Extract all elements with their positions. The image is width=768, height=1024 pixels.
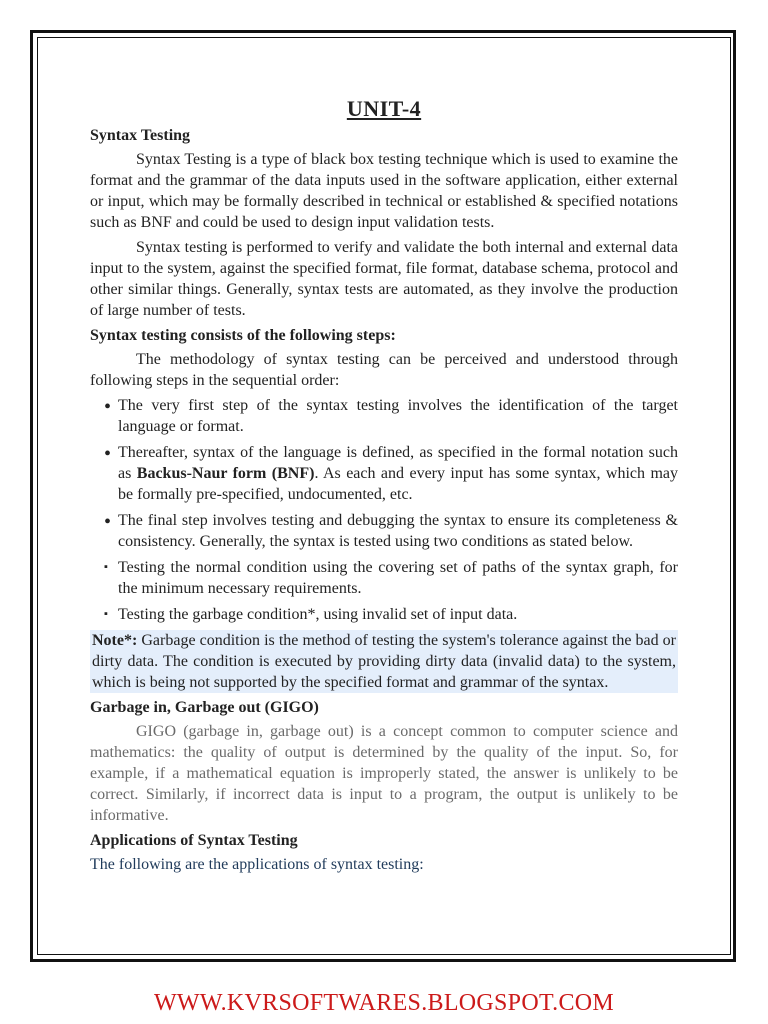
document-content — [90, 98, 678, 875]
text-bnf: Backus-Naur form (BNF) — [136, 465, 315, 482]
bullet-icon: • — [104, 396, 112, 418]
text-segment: Syntax Testing is a type of — [136, 151, 312, 168]
heading-steps: Syntax testing consists of the following steps: — [90, 327, 396, 344]
footer-website-url: WWW.KVRSOFTWARES.BLOGSPOT.COM — [153, 990, 615, 1016]
paragraph-gigo: GIGO (garbage in, garbage out) is a concept common to computer science and mathematics: the quality of output is determined by the quality of the input. So, for example, if a mathematical equation is improperly stated, the answer is unlikely to be correct. Similarly, if incorrect data is input to a program, the output is unlikely to be informative. — [90, 723, 678, 824]
heading-gigo: Garbage in, Garbage out (GIGO) — [90, 699, 319, 716]
page-title: UNIT-4 — [346, 96, 422, 121]
list-item-text: Testing the garbage condition*, using invalid set of input data. — [118, 606, 518, 623]
list-item-text: The very first step of the syntax testing involves the identification of the target language or format. — [118, 397, 678, 435]
text-segment: technique which is used to examine the format and the grammar of the data inputs used in the software application, either external or input, which may be formally described in technical or established & specified notations such as BNF and could be used to design input validation tests. — [90, 151, 678, 231]
heading-syntax-testing: Syntax Testing — [90, 127, 191, 144]
note-label: Note*: — [92, 632, 138, 649]
square-bullet-icon: ▪ — [104, 608, 108, 620]
square-bullet-icon: ▪ — [104, 561, 108, 573]
list-item-text: Thereafter, syntax of the language is defined, as specified in the formal notation such as — [118, 444, 678, 482]
text-black-box-testing: black box testing — [311, 151, 421, 168]
list-item — [90, 395, 678, 437]
steps-list — [90, 395, 678, 625]
list-item — [90, 510, 678, 552]
note-box — [90, 630, 678, 693]
list-item-text: . As each and every input has some syntax, which may be formally pre-specified, undocumented, etc. — [118, 465, 679, 503]
paragraph-syntax-definition — [90, 149, 678, 233]
list-item-text: The final step involves testing and debugging the syntax to ensure its completeness & consistency. Generally, the syntax is tested using two conditions as stated below. — [118, 512, 678, 550]
list-item-text: Testing the normal condition using the covering set of paths of the syntax graph, for the minimum necessary requirements. — [118, 559, 678, 597]
paragraph-applications-intro: The following are the applications of syntax testing: — [90, 856, 424, 873]
paragraph-syntax-purpose: Syntax testing is performed to verify and validate the both internal and external data input to the system, against the specified format, file format, database schema, protocol and other similar things. Generally, syntax tests are automated, as they involve the production of large number of tests. — [90, 239, 678, 319]
heading-applications: Applications of Syntax Testing — [90, 832, 298, 849]
bullet-icon: • — [104, 443, 112, 465]
note-text: Garbage condition is the method of testing the system's tolerance against the bad or dirty data. The condition is executed by providing dirty data (invalid data) to the system, which is being not supported by the specified format and grammar of the syntax. — [92, 632, 676, 691]
bullet-icon: • — [104, 511, 112, 533]
paragraph-methodology: The methodology of syntax testing can be perceived and understood through following steps in the sequential order: — [90, 351, 678, 389]
list-item — [90, 604, 678, 625]
list-item — [90, 442, 678, 505]
list-item — [90, 557, 678, 599]
